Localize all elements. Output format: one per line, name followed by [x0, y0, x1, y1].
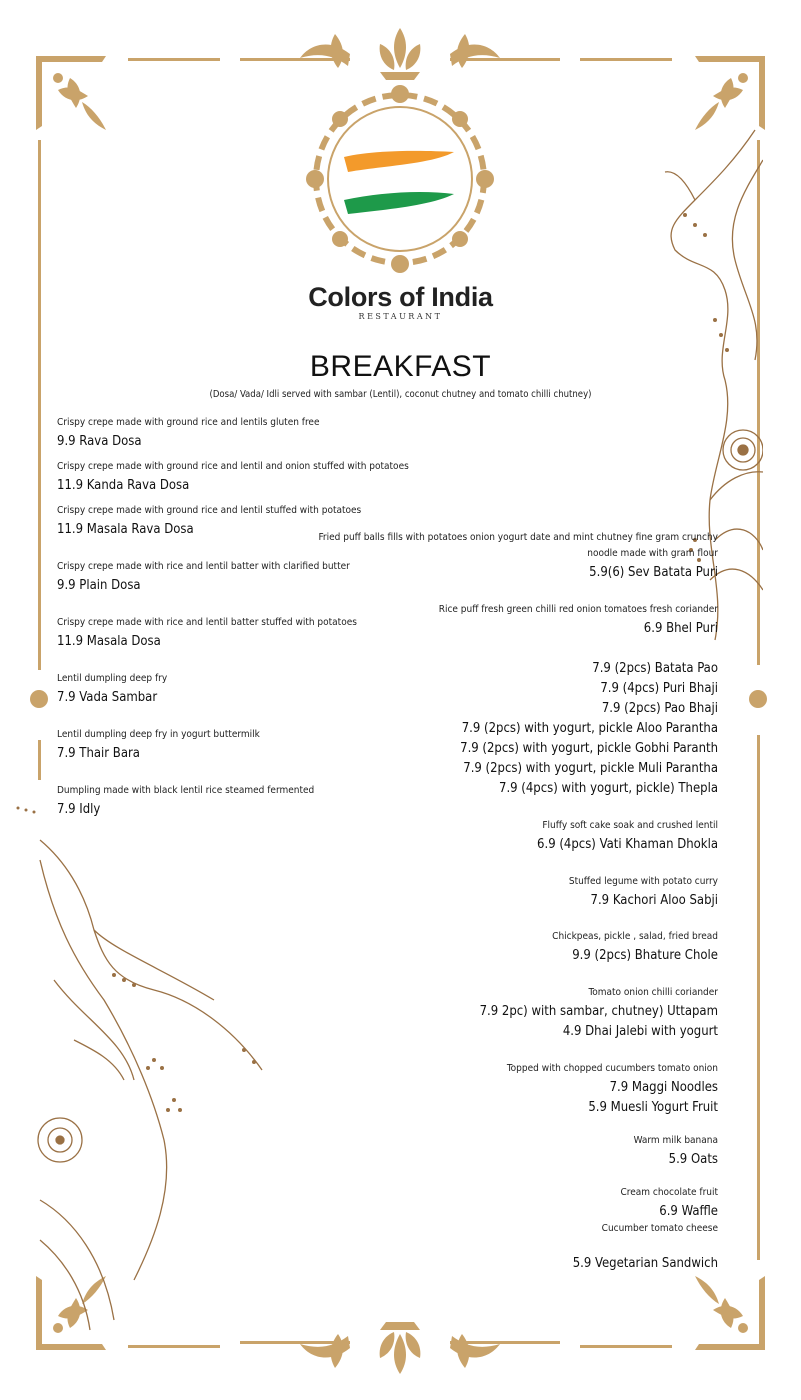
- frame-line-top-right: [580, 58, 672, 61]
- item-description: Crispy crepe made with ground rice and lentil stuffed with potatoes: [57, 505, 362, 516]
- frame-line-top-left: [128, 58, 220, 61]
- menu-item: 5.9 Vegetarian Sandwich: [572, 1256, 718, 1271]
- menu-item: 5.9 Oats: [668, 1152, 718, 1167]
- menu-item: 7.9 Kachori Aloo Sabji: [590, 893, 718, 908]
- menu-item: 7.9 (2pcs) with yogurt, pickle Aloo Parantha: [461, 721, 718, 736]
- menu-item: 4.9 Dhai Jalebi with yogurt: [562, 1024, 718, 1039]
- menu-item: 7.9 (2pcs) with yogurt, pickle Gobhi Paranth: [460, 741, 718, 756]
- menu-item: 7.9 2pc) with sambar, chutney) Uttapam: [479, 1004, 718, 1019]
- flourish-top-icon: [230, 24, 570, 86]
- menu-item: 7.9 (4pcs) Puri Bhaji: [600, 681, 718, 696]
- menu-item: 7.9 Maggi Noodles: [609, 1080, 718, 1095]
- item-description: Cucumber tomato cheese: [601, 1223, 718, 1234]
- frame-line-bottom-left: [128, 1345, 220, 1348]
- menu-item: 5.9(6) Sev Batata Puri: [589, 565, 718, 580]
- brand-name: Colors of India: [308, 282, 493, 312]
- frame-line-bottom-right: [580, 1345, 672, 1348]
- menu-item: 11.9 Masala Dosa: [57, 634, 161, 649]
- corner-ornament-top-left-icon: [36, 56, 116, 136]
- menu-item: 7.9 Idly: [57, 802, 101, 817]
- item-description: Crispy crepe made with ground rice and lentil and onion stuffed with potatoes: [57, 461, 409, 472]
- flourish-bottom-icon: [230, 1316, 570, 1378]
- menu-item: 7.9 (2pcs) Batata Pao: [592, 661, 718, 676]
- frame-dot-right: [749, 690, 767, 708]
- frame-line-right-lower: [757, 735, 760, 1260]
- item-description: Crispy crepe made with rice and lentil batter with clarified butter: [57, 561, 350, 572]
- henna-dancer-left-icon: [14, 800, 270, 1340]
- item-description: Crispy crepe made with rice and lentil batter stuffed with potatoes: [57, 617, 357, 628]
- menu-item: 7.9 Thair Bara: [57, 746, 140, 761]
- item-description: Stuffed legume with potato curry: [568, 876, 718, 887]
- menu-title: BREAKFAST: [309, 350, 492, 383]
- item-description: Lentil dumpling deep fry: [57, 673, 168, 684]
- item-description: Lentil dumpling deep fry in yogurt buttermilk: [57, 729, 260, 740]
- menu-item: 7.9 Vada Sambar: [57, 690, 158, 705]
- menu-item: 9.9 (2pcs) Bhature Chole: [572, 948, 718, 963]
- menu-item: 11.9 Masala Rava Dosa: [57, 522, 194, 537]
- item-description: Tomato onion chilli coriander: [588, 987, 718, 998]
- corner-ornament-bottom-right-icon: [685, 1270, 765, 1350]
- menu-subtitle: (Dosa/ Vada/ Idli served with sambar (Lentil), coconut chutney and tomato chilli chutney): [209, 389, 592, 400]
- menu-item: 6.9 Bhel Puri: [643, 621, 718, 636]
- menu-item: 9.9 Plain Dosa: [57, 578, 141, 593]
- item-description: Fried puff balls fills with potatoes onion yogurt date and mint chutney fine gram crunchy: [318, 532, 718, 543]
- menu-item: 7.9 (2pcs) Pao Bhaji: [601, 701, 718, 716]
- item-description: Cream chocolate fruit: [620, 1187, 718, 1198]
- menu-item: 7.9 (4pcs) with yogurt, pickle) Thepla: [499, 781, 718, 796]
- menu-item: 6.9 Waffle: [659, 1204, 718, 1219]
- menu-item: 9.9 Rava Dosa: [57, 434, 142, 449]
- item-description: Crispy crepe made with ground rice and lentils gluten free: [57, 417, 320, 428]
- item-description: Fluffy soft cake soak and crushed lentil: [542, 820, 718, 831]
- item-description: Dumpling made with black lentil rice steamed fermented: [57, 785, 315, 796]
- menu-item: 6.9 (4pcs) Vati Khaman Dhokla: [537, 837, 718, 852]
- menu-item: 7.9 (2pcs) with yogurt, pickle Muli Parantha: [463, 761, 718, 776]
- item-description: Chickpeas, pickle , salad, fried bread: [552, 931, 718, 942]
- menu-item: 5.9 Muesli Yogurt Fruit: [588, 1100, 718, 1115]
- brand-subtitle: RESTAURANT: [358, 312, 443, 321]
- item-description: noodle made with gram flour: [587, 548, 718, 559]
- henna-dancer-right-icon: [655, 120, 763, 680]
- item-description: Warm milk banana: [633, 1135, 718, 1146]
- item-description: Topped with chopped cucumbers tomato onion: [506, 1063, 718, 1074]
- mandala-flag-logo-icon: [302, 82, 498, 276]
- menu-item: 11.9 Kanda Rava Dosa: [57, 478, 190, 493]
- frame-line-left-upper: [38, 140, 41, 670]
- item-description: Rice puff fresh green chilli red onion tomatoes fresh coriander: [438, 604, 718, 615]
- frame-line-left-lower: [38, 740, 41, 780]
- frame-dot-left: [30, 690, 48, 708]
